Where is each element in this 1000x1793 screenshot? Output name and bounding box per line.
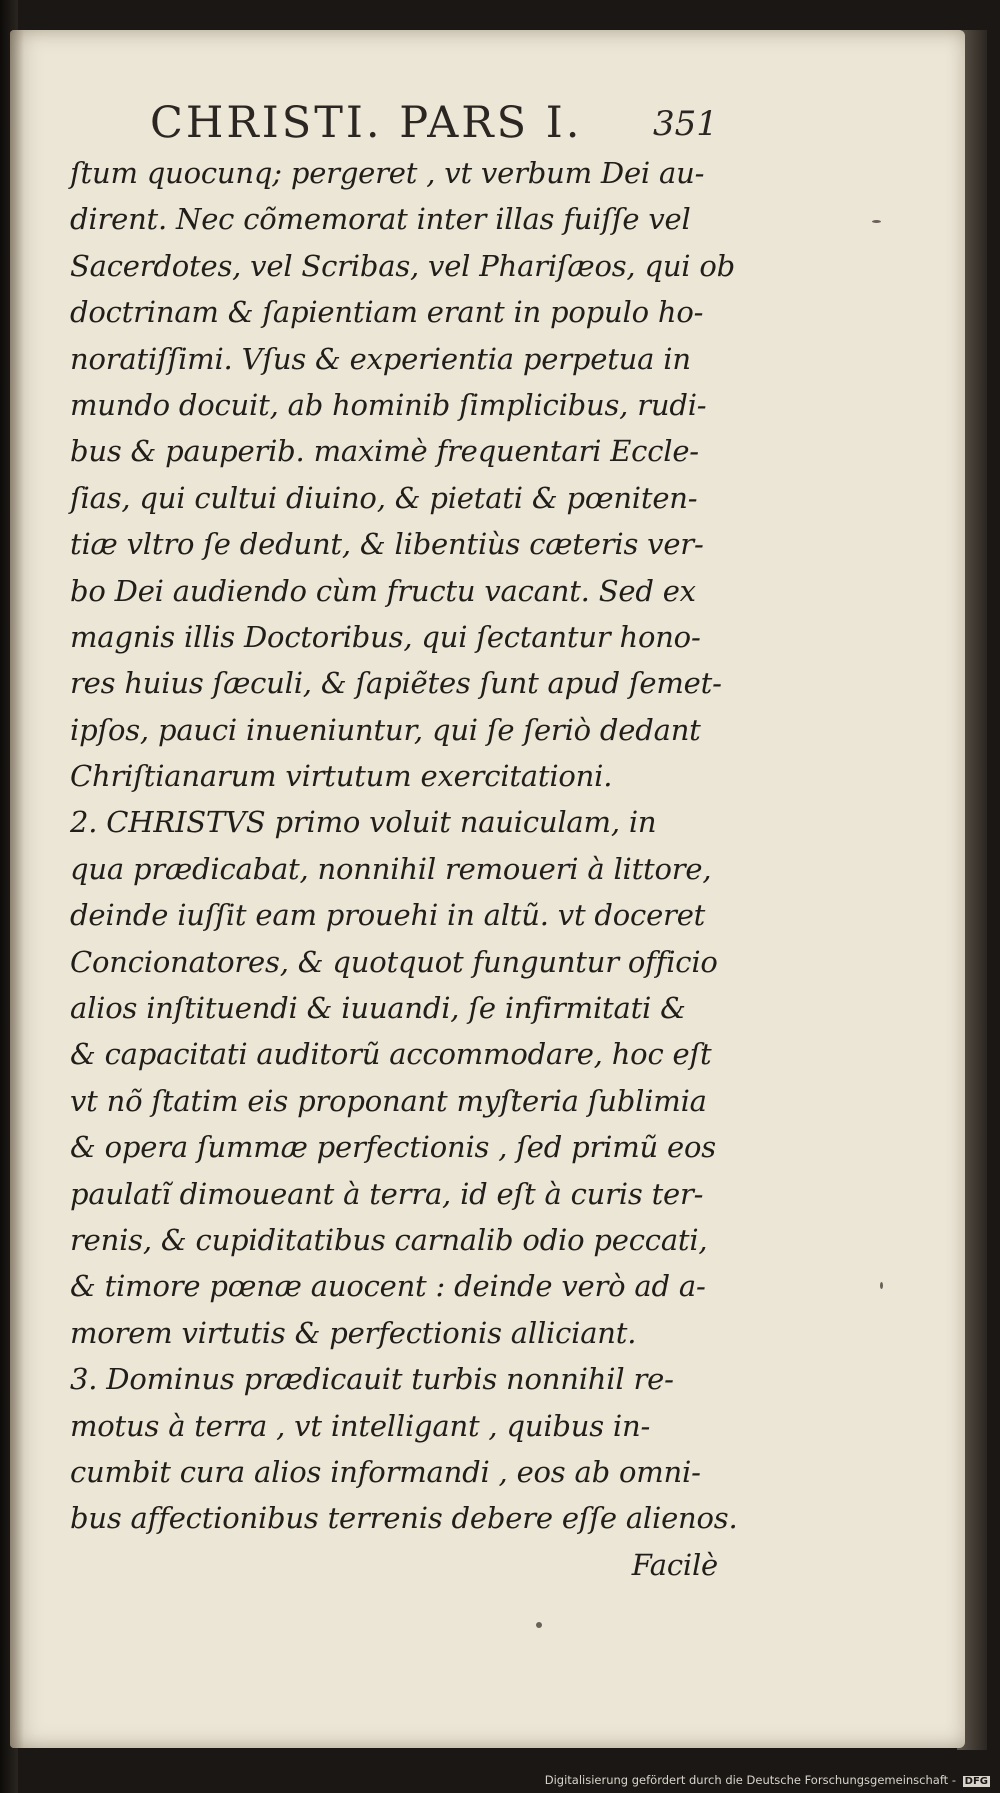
ink-speck bbox=[880, 1282, 883, 1289]
text-line: ſias, qui cultui diuino, & pietati & pœniten- bbox=[70, 480, 698, 515]
ink-speck bbox=[536, 1622, 542, 1628]
text-line: vt nõ ſtatim eis proponant myſteria ſublimia bbox=[70, 1083, 707, 1118]
text-line: ipſos, pauci inueniuntur, qui ſe ſeriò dedant bbox=[70, 712, 701, 747]
digitization-credit bbox=[545, 1773, 990, 1787]
text-line: morem virtutis & perfectionis alliciant. bbox=[70, 1315, 637, 1350]
text-line: motus à terra , vt intelligant , quibus in- bbox=[70, 1408, 651, 1443]
page-number: 351 bbox=[653, 104, 718, 144]
body-text bbox=[70, 150, 738, 1588]
text-line: alios inſtituendi & iuuandi, ſe infirmitati & bbox=[70, 991, 686, 1026]
text-line: Concionatores, & quotquot funguntur officio bbox=[70, 944, 718, 979]
text-line: Chriſtianarum virtutum exercitationi. bbox=[70, 759, 613, 794]
text-line: dirent. Nec cõmemorat inter illas fuiſſe vel bbox=[70, 202, 691, 237]
dfg-logo: DFG bbox=[964, 1776, 988, 1787]
text-line: bus affectionibus terrenis debere eſſe alienos. bbox=[70, 1501, 738, 1536]
credit-text: Digitalisierung gefördert durch die Deutsche Forschungsgemeinschaft - bbox=[544, 1773, 956, 1787]
text-line: res huius ſæculi, & ſapiẽtes ſunt apud ſemet- bbox=[70, 666, 722, 701]
text-line: bo Dei audiendo cùm fructu vacant. Sed ex bbox=[70, 573, 696, 608]
text-line: bus & pauperib. maximè frequentari Eccle- bbox=[70, 434, 699, 469]
text-line: renis, & cupiditatibus carnalib odio peccati, bbox=[70, 1222, 708, 1257]
text-line: noratiſſimi. Vſus & experientia perpetua in bbox=[70, 341, 691, 376]
text-line: & timore pœnæ auocent : deinde verò ad a- bbox=[70, 1269, 706, 1304]
text-line: 2. CHRISTVS primo voluit nauiculam, in bbox=[70, 805, 657, 840]
text-line: qua prædicabat, nonnihil remoueri à littore, bbox=[70, 851, 712, 886]
text-line: mundo docuit, ab hominib ſimplicibus, rudi- bbox=[70, 387, 707, 422]
text-line: magnis illis Doctoribus, qui ſectantur hono- bbox=[70, 619, 701, 654]
text-line: deinde iuſſit eam prouehi in altũ. vt doceret bbox=[70, 898, 706, 933]
ink-speck bbox=[872, 220, 881, 223]
running-head: CHRISTI. PARS I. bbox=[150, 98, 583, 148]
text-line: 3. Dominus prædicauit turbis nonnihil re- bbox=[70, 1362, 674, 1397]
text-line: tiæ vltro ſe dedunt, & libentiùs cæteris ver- bbox=[70, 527, 704, 562]
text-line: doctrinam & ſapientiam erant in populo ho- bbox=[70, 295, 704, 330]
page-gutter bbox=[10, 30, 24, 1748]
text-line: cumbit cura alios informandi , eos ab omni- bbox=[70, 1454, 701, 1489]
text-line: & capacitati auditorũ accommodare, hoc eſt bbox=[70, 1037, 712, 1072]
text-line: Sacerdotes, vel Scribas, vel Phariſæos, qui ob bbox=[70, 248, 736, 283]
text-line: paulatĩ dimoueant à terra, id eſt à curis ter- bbox=[70, 1176, 704, 1211]
catchword: Facilè bbox=[631, 1547, 718, 1582]
text-line: ſtum quocunq; pergeret , vt verbum Dei au- bbox=[70, 156, 705, 190]
text-line: & opera ſummæ perfectionis , ſed primũ eos bbox=[70, 1130, 716, 1165]
